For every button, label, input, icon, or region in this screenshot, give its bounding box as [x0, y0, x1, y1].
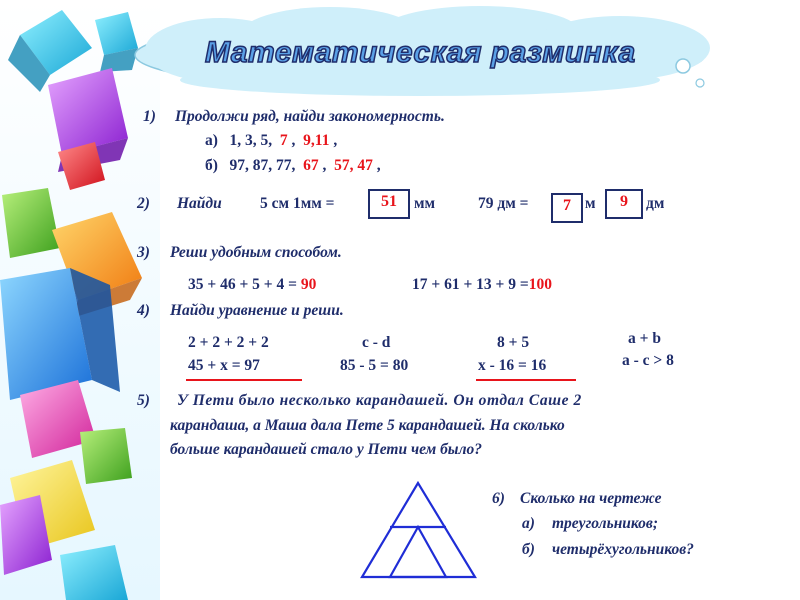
task-6a-text: треугольников; — [552, 515, 659, 532]
task-4-number: 4) — [137, 302, 150, 319]
task-1a-answer-2: 9 — [303, 132, 311, 149]
task-1-text: Продолжи ряд, найди закономерность. — [175, 108, 445, 125]
task-2-text: Найди — [177, 195, 222, 212]
task-1a-end: , — [333, 132, 338, 149]
task-4-text: Найди уравнение и реши. — [170, 302, 344, 319]
task-3-answer-1: 90 — [300, 276, 317, 293]
task-4-underline-1 — [186, 379, 302, 381]
task-1a-label: а) — [205, 132, 218, 149]
task-3-text: Реши удобным способом. — [170, 244, 342, 261]
task-1a-separator: , — [291, 132, 296, 149]
task-6b-label: б) — [522, 541, 535, 558]
task-2-expr-2: 79 дм = — [478, 195, 529, 212]
task-2-number: 2) — [137, 195, 150, 212]
task-3-expr-2 — [412, 276, 552, 294]
task-3-expr-1-text: 35 + 46 + 5 + 4 = — [188, 276, 297, 293]
task-4-col-2-bottom: 85 - 5 = 80 — [340, 357, 409, 374]
task-1-number: 1) — [143, 108, 156, 125]
task-6b-text: четырёхугольников? — [552, 541, 694, 558]
task-4-underline-2 — [476, 379, 576, 381]
task-1a-given: 1, 3, 5, — [229, 132, 273, 149]
task-2-unit-1: мм — [414, 195, 436, 212]
task-1b-answer-2: 57 — [334, 157, 350, 174]
task-1b-answer-1: 67 — [303, 157, 319, 174]
task-2-answer-1: 51 — [381, 193, 397, 210]
task-1b-label: б) — [205, 157, 218, 174]
task-4-col-3-bottom: х - 16 = 16 — [478, 357, 547, 374]
cube-blue-large — [0, 268, 120, 400]
task-4-col-4-bottom: а - с > 8 — [622, 352, 674, 369]
task-2-unit-2: м — [585, 195, 596, 212]
task-5-line-2: карандаша, а Маша дала Пете 5 карандашей. На сколько — [170, 417, 565, 434]
task-6a-label: а) — [522, 515, 535, 532]
task-6-text: Сколько на чертеже — [520, 490, 662, 507]
task-3-expr-1 — [188, 276, 316, 294]
task-2-expr-1: 5 см 1мм = — [260, 195, 335, 212]
task-5-line-3: больше карандашей стало у Пети чем было? — [170, 441, 483, 458]
task-6-number: 6) — [492, 490, 505, 507]
task-1b-end: , — [376, 157, 381, 174]
task-5-line-1: У Пети было несколько карандашей. Он отдал Саше 2 — [177, 392, 582, 409]
task-4-col-4-top: а + b — [628, 330, 661, 347]
task-4-col-2-top: с - d — [362, 334, 391, 351]
task-1b-answer-3: , 47 — [349, 157, 373, 174]
task-1a-answer-3: ,11 — [310, 132, 330, 149]
task-1a-answer-1: 7 — [279, 132, 288, 149]
task-3-expr-2-text: 17 + 61 + 13 + 9 = — [412, 276, 529, 293]
task-3-number: 3) — [137, 244, 150, 261]
task-1b-given: 97, 87, 77, — [229, 157, 296, 174]
page-title: Математическая разминка — [205, 36, 636, 69]
task-2-unit-3: дм — [646, 195, 665, 212]
task-4-col-1-top: 2 + 2 + 2 + 2 — [188, 334, 269, 351]
task-1b-row — [205, 157, 381, 175]
task-5-number: 5) — [137, 392, 150, 409]
task-4-col-3-top: 8 + 5 — [497, 334, 530, 351]
task-1b-separator: , — [322, 157, 327, 174]
task-2-answer-3: 9 — [620, 193, 628, 210]
task-1a-row — [205, 132, 337, 150]
triangle-figure — [362, 483, 475, 577]
task-2-answer-2: 7 — [563, 197, 571, 214]
cube-green-bottom — [80, 428, 132, 484]
task-3-answer-2: 100 — [528, 276, 552, 293]
task-4-col-1-bottom: 45 + х = 97 — [188, 357, 260, 374]
